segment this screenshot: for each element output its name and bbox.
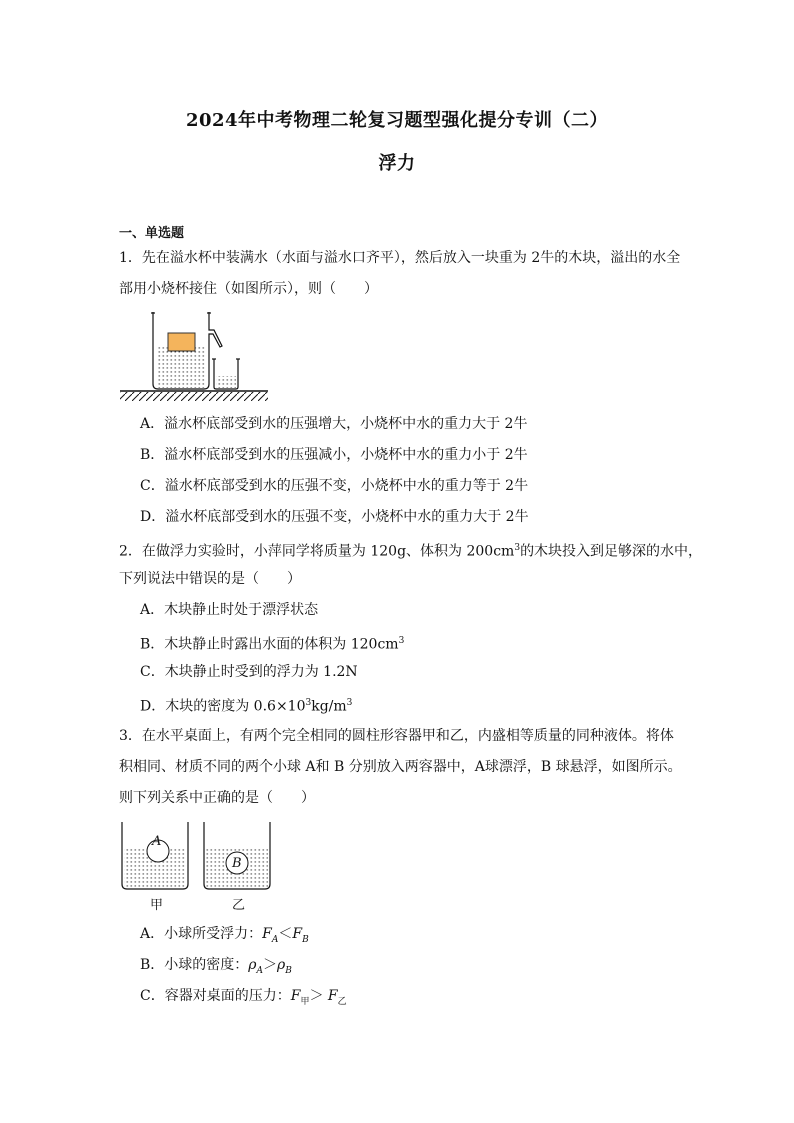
q2-option-c[interactable]: C．木块静止时受到的浮力为 1.2N (140, 664, 358, 680)
q3-ball-b-label: B (232, 856, 242, 871)
document-title: 2024年中考物理二轮复习题型强化提分专训（二） (185, 110, 609, 131)
q2-option-b[interactable]: B．木块静止时露出水面的体积为 $120cm^3$ (140, 636, 405, 653)
document-subtitle: 浮力 (378, 153, 416, 174)
section-heading: 一、单选题 (119, 226, 185, 241)
q1-option-d[interactable]: D．溢水杯底部受到水的压强不变，小烧杯中水的重力大于 2牛 (140, 509, 529, 525)
q1-beaker-water (216, 376, 236, 388)
q3-label-yi: 乙 (232, 898, 246, 913)
q2-option-d[interactable]: D．木块的密度为 $0.6\times 10^3kg/m^3$ (140, 698, 353, 715)
q3-label-jia: 甲 (150, 898, 164, 913)
q3-ball-a-label: A (152, 834, 162, 849)
q2-stem-line2: 下列说法中错误的是（ ） (119, 571, 301, 587)
q3-stem-line3: 则下列关系中正确的是（ ） (119, 790, 315, 806)
q1-stem-line2: 部用小烧杯接住（如图所示），则（ ） (119, 281, 378, 297)
q3-option-a[interactable]: A．小球所受浮力：$F_A<F_B$ (140, 926, 309, 945)
q1-overflow-cup-figure (118, 310, 270, 402)
q1-wood-block (168, 333, 195, 351)
q2-stem-line1: 2．在做浮力实验时，小萍同学将质量为 120g、体积为 $200cm^3$的木块投入到足够深的水中， (119, 543, 703, 560)
q3-stem-line1: 3．在水平桌面上，有两个完全相同的圆柱形容器甲和乙，内盛相等质量的同种液体。将体 (119, 728, 674, 744)
q3-option-c[interactable]: C．容器对桌面的压力：$F_甲> F_乙$ (140, 988, 347, 1007)
q2-option-a[interactable]: A．木块静止时处于漂浮状态 (140, 602, 319, 618)
q1-option-b[interactable]: B．溢水杯底部受到水的压强减小，小烧杯中水的重力小于 2牛 (140, 447, 528, 463)
q1-option-a[interactable]: A．溢水杯底部受到水的压强增大，小烧杯中水的重力大于 2牛 (140, 416, 528, 432)
q1-stem-line1: 1．先在溢水杯中装满水（水面与溢水口齐平），然后放入一块重为 2牛的木块，溢出的水全 (119, 250, 681, 266)
q3-stem-line2: 积相同、材质不同的两个小球 A和 B 分别放入两容器中，A球漂浮，B 球悬浮，如图所示。 (119, 759, 682, 775)
q1-option-c[interactable]: C．溢水杯底部受到水的压强不变，小烧杯中水的重力等于 2牛 (140, 478, 529, 494)
q3-containers-figure (118, 820, 274, 892)
q3-option-b[interactable]: B．小球的密度：$\rho_A>\rho_B$ (140, 957, 292, 976)
